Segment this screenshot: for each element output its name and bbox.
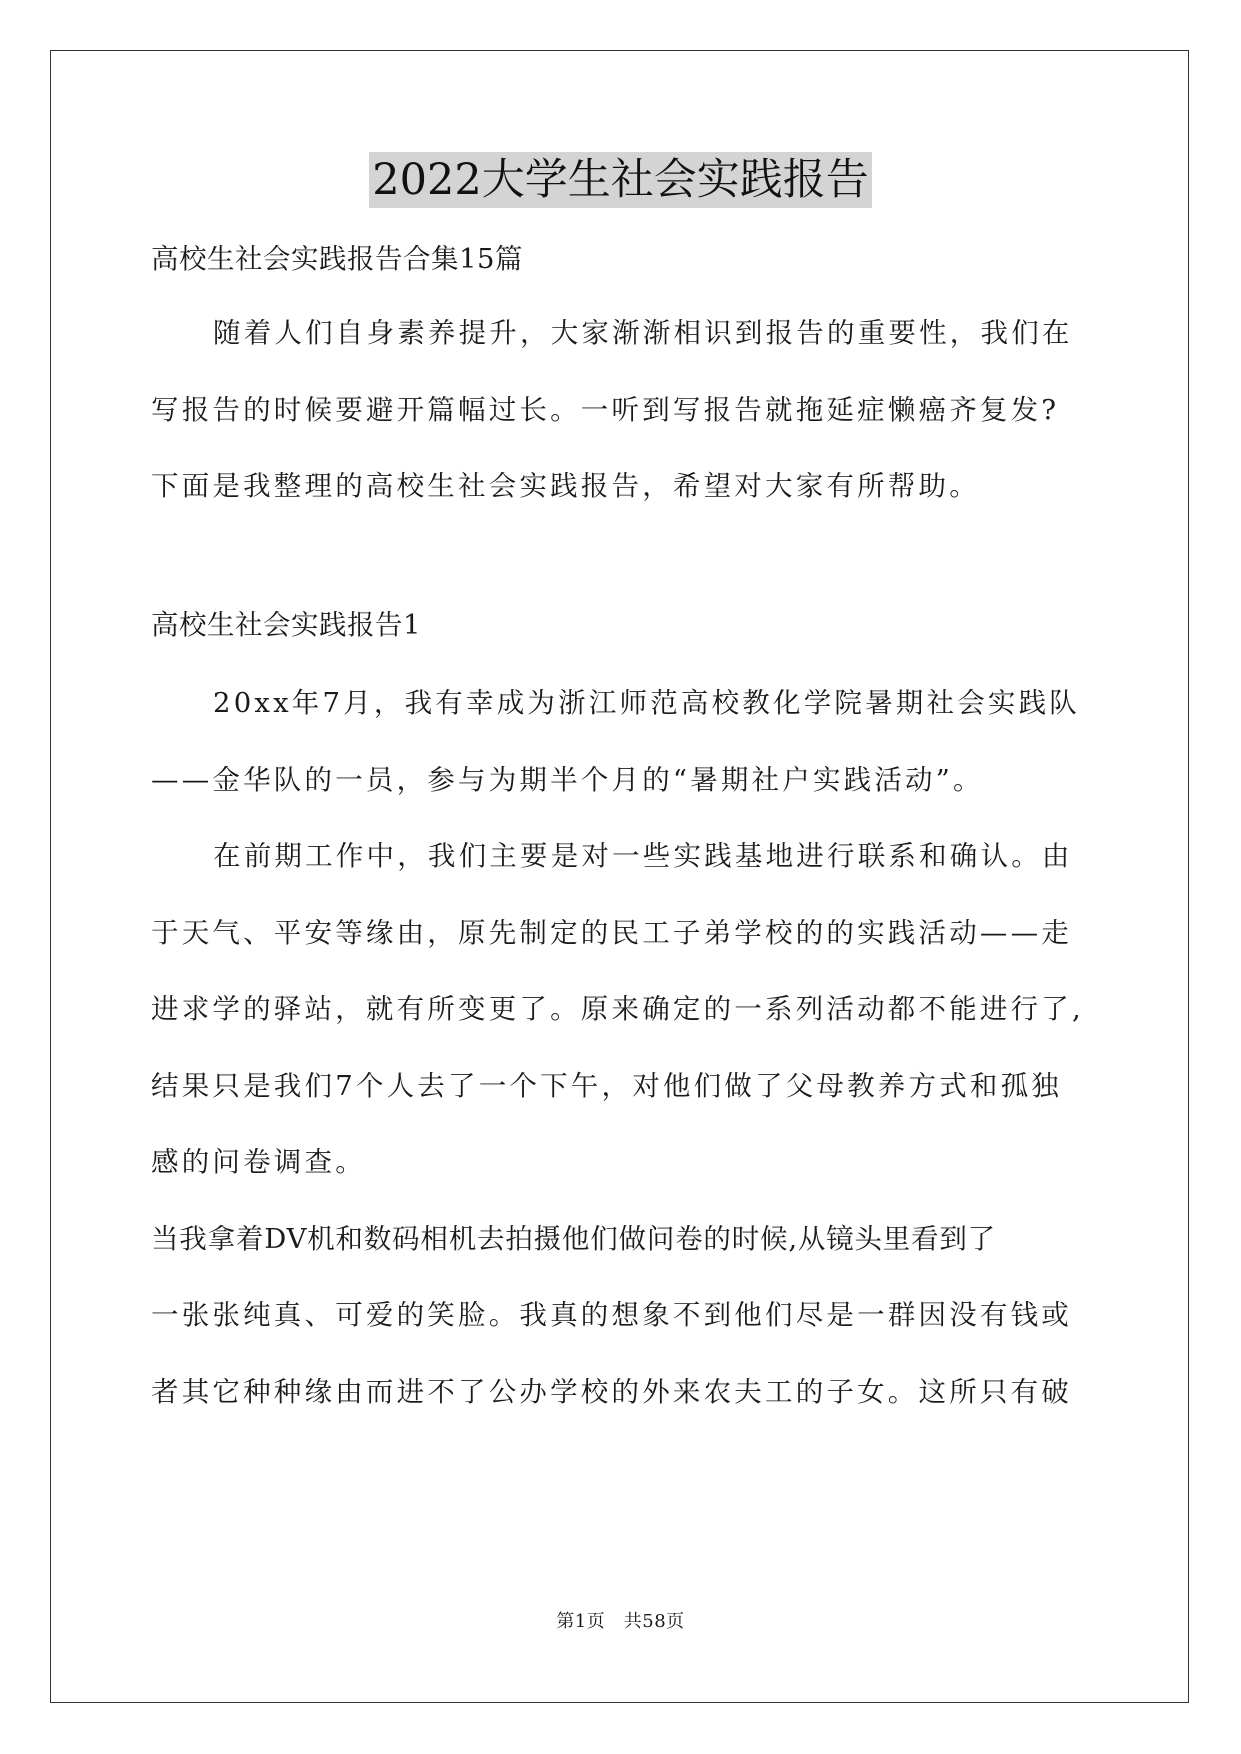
paragraph-line: 随着人们自身素养提升，大家渐渐相识到报告的重要性，我们在 (213, 317, 1073, 349)
document-title: 2022大学生社会实践报告 (369, 152, 871, 208)
subtitle-line: 高校生社会实践报告合集15篇 (151, 243, 523, 275)
section-heading: 高校生社会实践报告1 (151, 609, 421, 641)
paragraph-line: 20xx年7月，我有幸成为浙江师范高校教化学院暑期社会实践队 (213, 687, 1081, 719)
paragraph-line: ——金华队的一员，参与为期半个月的“暑期社户实践活动”。 (151, 764, 984, 796)
paragraph-line: 下面是我整理的高校生社会实践报告，希望对大家有所帮助。 (151, 470, 980, 502)
paragraph-line: 在前期工作中，我们主要是对一些实践基地进行联系和确认。由 (213, 840, 1073, 872)
page-number: 第1页 共58页 (556, 1611, 685, 1632)
title-container (0, 152, 1241, 208)
page-border (50, 50, 1189, 1703)
paragraph-line: 于天气、平安等缘由，原先制定的民工子弟学校的的实践活动——走 (151, 917, 1072, 949)
paragraph-line: 结果只是我们7个人去了一个下午，对他们做了父母教养方式和孤独 (151, 1070, 1062, 1102)
paragraph-line: 当我拿着DV机和数码相机去拍摄他们做问卷的时候,从镜头里看到了 (151, 1223, 996, 1255)
paragraph-line: 者其它种种缘由而进不了公办学校的外来农夫工的子女。这所只有破 (151, 1376, 1072, 1408)
paragraph-line: 写报告的时候要避开篇幅过长。一听到写报告就拖延症懒癌齐复发? (151, 394, 1060, 426)
paragraph-line: 一张张纯真、可爱的笑脸。我真的想象不到他们尽是一群因没有钱或 (151, 1299, 1072, 1331)
paragraph-line: 感的问卷调查。 (151, 1146, 366, 1178)
paragraph-line: 进求学的驿站，就有所变更了。原来确定的一系列活动都不能进行了, (151, 993, 1084, 1025)
